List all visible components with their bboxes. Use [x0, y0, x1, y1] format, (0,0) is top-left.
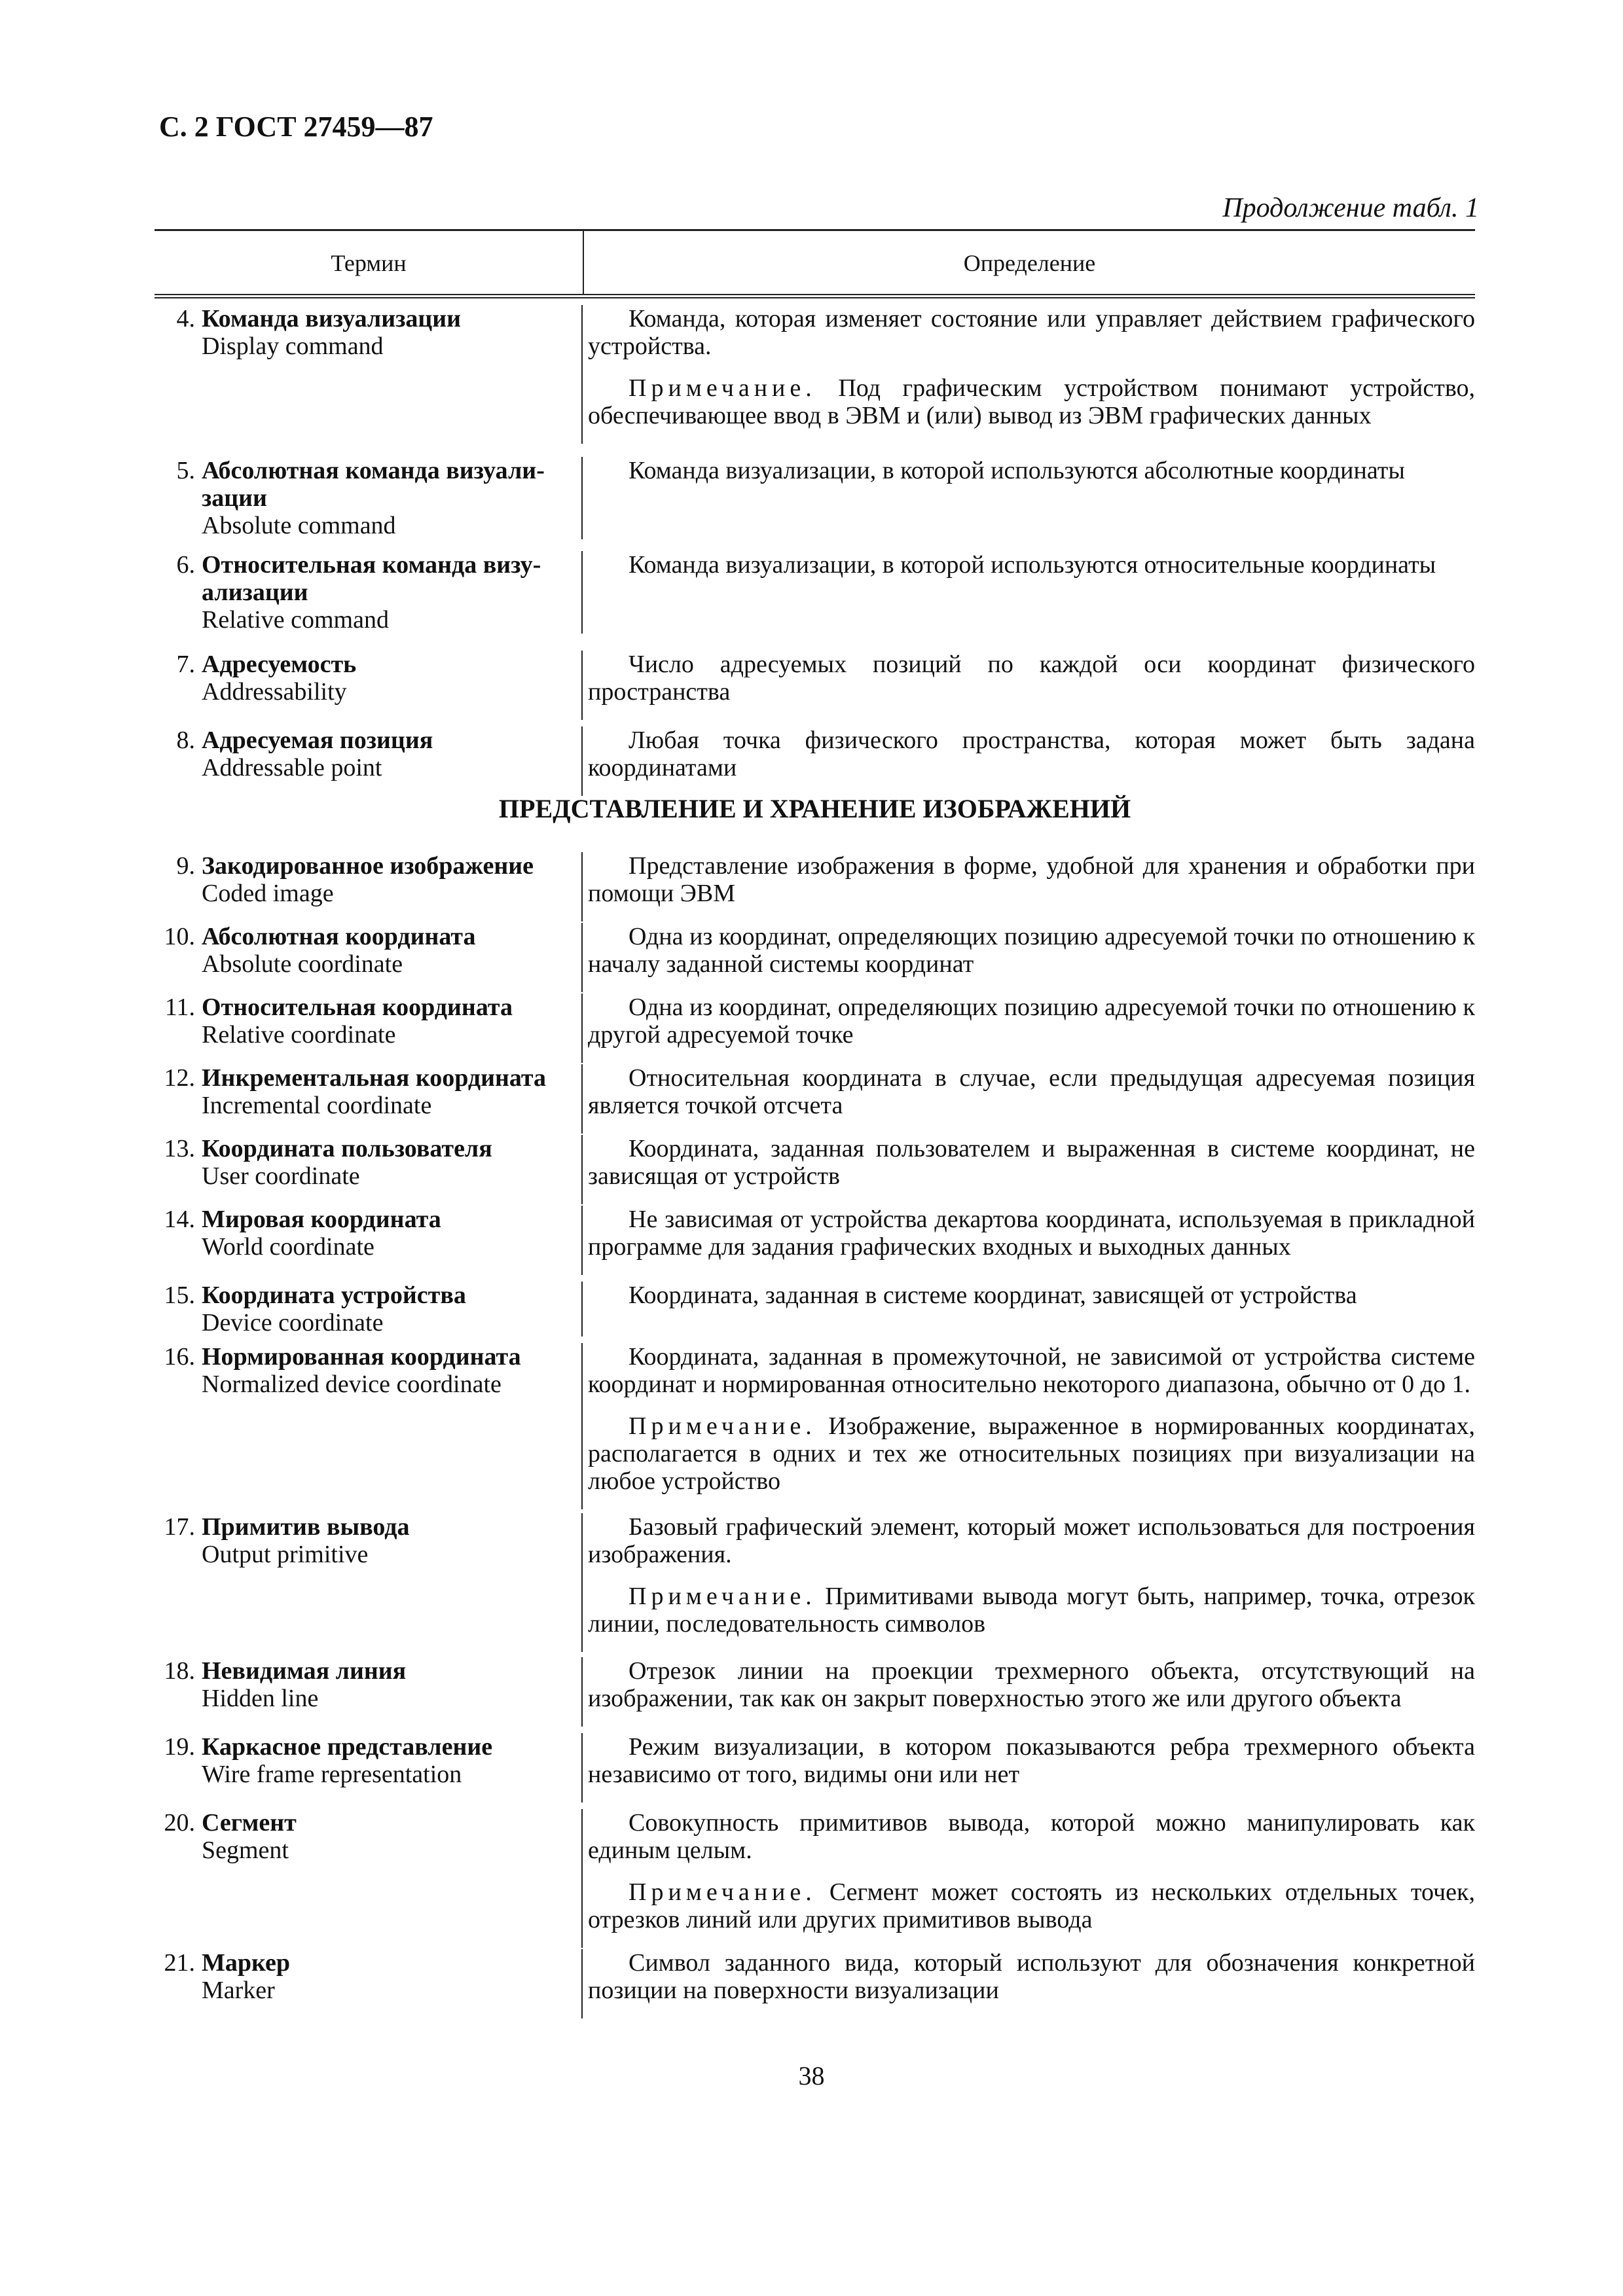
table-row: [155, 298, 1475, 444]
definition-text: Базовый графический элемент, который может использоваться для построения изображения.: [588, 1513, 1475, 1568]
definition-text: Координата, заданная пользователем и выраженная в системе координат, не зависящая от устройств: [588, 1135, 1475, 1190]
term-number: 15.: [164, 1282, 195, 1309]
term-russian: Закодированное изображение: [202, 852, 534, 880]
table-row: [155, 539, 1475, 634]
note-text: Сегмент может состоять из нескольких отдельных точек, отрезков линий или других примитивов вывода: [588, 1878, 1475, 1933]
note-text: Примитивами вывода могут быть, например, точка, отрезок линии, последовательность символов: [588, 1583, 1475, 1638]
term-number: 9.: [176, 852, 195, 880]
table-row: [155, 1204, 1475, 1275]
table-row: [155, 992, 1475, 1063]
term-russian: Абсолютная команда визуали-: [202, 457, 545, 484]
term-cell: [155, 1733, 583, 1803]
term-cell: [155, 305, 583, 444]
table-row: [155, 851, 1475, 922]
table-row: [155, 1134, 1475, 1204]
definition-cell: [583, 1809, 1475, 1948]
term-english: Addressable point: [202, 754, 382, 781]
note-label: Примечание.: [629, 374, 816, 402]
definition-text: Одна из координат, определяющих позицию адресуемой точки по отношению к началу заданной системы координат: [588, 923, 1475, 978]
term-cell: [155, 923, 583, 992]
term-russian-continued: зации: [202, 484, 267, 512]
definition-text: Представление изображения в форме, удобной для хранения и обработки при помощи ЭВМ: [588, 852, 1475, 907]
definition-cell: [583, 305, 1475, 444]
definition-note: [588, 374, 1475, 429]
term-number: 12.: [164, 1064, 195, 1092]
term-cell: [155, 1513, 583, 1652]
term-number: 18.: [164, 1657, 195, 1685]
definition-cell: [583, 1135, 1475, 1204]
definition-cell: [583, 1733, 1475, 1803]
term-russian: Адресуемая позиция: [202, 726, 433, 754]
definition-text: Координата, заданная в системе координат, зависящей от устройства: [629, 1282, 1357, 1309]
table-header: [155, 229, 1475, 298]
definition-cell: [583, 1657, 1475, 1727]
note-text: Изображение, выраженное в нормированных координатах, располагается в одних и тех же относительных позициях при визуализации на любое устройство: [588, 1412, 1475, 1495]
table-continuation-label: Продолжение табл. 1: [1222, 193, 1479, 223]
column-header-definition: Определение: [963, 250, 1096, 276]
definition-text: Команда визуализации, в которой используются абсолютные координаты: [629, 457, 1405, 484]
term-russian: Сегмент: [202, 1809, 297, 1837]
term-number: 11.: [164, 994, 195, 1021]
term-english: Segment: [202, 1837, 289, 1864]
term-english: Normalized device coordinate: [202, 1371, 501, 1398]
term-cell: [155, 1809, 583, 1948]
term-number: 7.: [176, 651, 195, 678]
table-row: [155, 1063, 1475, 1134]
table-row: [155, 1652, 1475, 1727]
term-russian: Нормированная координата: [202, 1343, 521, 1371]
table-body-top: [155, 298, 1475, 796]
table-row: [155, 1948, 1475, 2018]
term-russian: Координата пользователя: [202, 1135, 492, 1162]
terms-table-bottom: [155, 851, 1475, 2018]
term-cell: [155, 1135, 583, 1204]
term-russian: Инкрементальная координата: [202, 1064, 547, 1092]
term-english: Device coordinate: [202, 1309, 384, 1336]
term-number: 14.: [164, 1206, 195, 1233]
term-number: 16.: [164, 1343, 195, 1371]
definition-note: [588, 1878, 1475, 1933]
definition-cell: [583, 923, 1475, 992]
table-row: [155, 1727, 1475, 1803]
table-row: [155, 1336, 1475, 1509]
table-row: [155, 922, 1475, 992]
term-cell: [155, 852, 583, 922]
table-row: [155, 1803, 1475, 1948]
term-russian: Маркер: [202, 1949, 290, 1977]
term-english: Display command: [202, 332, 384, 360]
term-russian-continued: ализации: [202, 579, 308, 606]
term-english: Coded image: [202, 880, 334, 907]
table-body-bottom: [155, 851, 1475, 2018]
term-cell: [155, 1343, 583, 1509]
table-row: [155, 720, 1475, 796]
term-russian: Координата устройства: [202, 1282, 466, 1309]
term-english: Incremental coordinate: [202, 1092, 432, 1119]
definition-cell: [583, 651, 1475, 720]
table-row: [155, 634, 1475, 720]
definition-text: Любая точка физического пространства, которая может быть задана координатами: [588, 726, 1475, 781]
page-number: 38: [798, 2061, 825, 2090]
section-heading: ПРЕДСТАВЛЕНИЕ И ХРАНЕНИЕ ИЗОБРАЖЕНИЙ: [498, 794, 1131, 823]
definition-text: Число адресуемых позиций по каждой оси координат физического пространства: [588, 651, 1475, 706]
definition-cell: [583, 1064, 1475, 1134]
terms-table-top: [155, 229, 1475, 796]
definition-cell: [583, 457, 1475, 539]
definition-text: Команда, которая изменяет состояние или управляет действием графического устройства.: [588, 305, 1475, 360]
note-text: Под графическим устройством понимают устройство, обеспечивающее ввод в ЭВМ и (или) вывод из ЭВМ графических данных: [588, 374, 1476, 429]
term-number: 21.: [164, 1949, 195, 1977]
term-number: 8.: [176, 726, 195, 754]
definition-cell: [583, 1206, 1475, 1275]
definition-cell: [583, 852, 1475, 922]
note-label: Примечание.: [629, 1412, 816, 1440]
term-english: Absolute coordinate: [202, 950, 403, 978]
definition-text: Относительная координата в случае, если предыдущая адресуемая позиция является точкой отсчета: [588, 1064, 1475, 1119]
term-english: Marker: [202, 1977, 275, 2004]
note-label: Примечание.: [629, 1878, 816, 1906]
term-cell: [155, 1206, 583, 1275]
column-header-term: Термин: [155, 231, 584, 294]
term-cell: [155, 551, 583, 634]
definition-text: Координата, заданная в промежуточной, не зависимой от устройства системе координат и нормированная относительно некоторого диапазона, обычно от 0 до 1.: [588, 1343, 1475, 1398]
note-label: Примечание.: [629, 1583, 816, 1610]
definition-text: Режим визуализации, в котором показываются ребра трехмерного объекта независимо от того, видимы они или нет: [588, 1733, 1475, 1788]
term-number: 10.: [164, 923, 195, 950]
term-russian: Относительная координата: [202, 994, 513, 1021]
term-english: Addressability: [202, 678, 347, 706]
definition-text: Совокупность примитивов вывода, которой можно манипулировать как единым целым.: [588, 1809, 1475, 1864]
term-number: 5.: [176, 457, 195, 484]
term-cell: [155, 726, 583, 796]
definition-text: Отрезок линии на проекции трехмерного объекта, отсутствующий на изображении, так как он закрыт поверхностью этого же или другого объекта: [588, 1657, 1475, 1712]
term-russian: Примитив вывода: [202, 1513, 410, 1541]
term-cell: [155, 1657, 583, 1727]
definition-text: Символ заданного вида, который используют для обозначения конкретной позиции на поверхности визуализации: [588, 1949, 1475, 2004]
page-header: С. 2 ГОСТ 27459—87: [159, 111, 433, 143]
term-russian: Адресуемость: [202, 651, 357, 678]
term-english: Hidden line: [202, 1685, 319, 1712]
definition-note: [588, 1583, 1475, 1638]
definition-text: Одна из координат, определяющих позицию адресуемой точки по отношению к другой адресуемой точке: [588, 994, 1475, 1049]
term-number: 19.: [164, 1733, 195, 1761]
term-cell: [155, 1282, 583, 1336]
term-english: User coordinate: [202, 1162, 360, 1190]
term-number: 13.: [164, 1135, 195, 1162]
term-number: 20.: [164, 1809, 195, 1837]
table-row: [155, 444, 1475, 539]
term-number: 4.: [176, 305, 195, 332]
definition-text: Не зависимая от устройства декартова координата, используемая в прикладной программе для задания графических входных и выходных данных: [588, 1206, 1475, 1261]
term-number: 17.: [164, 1513, 195, 1541]
definition-cell: [583, 1282, 1475, 1336]
term-english: Wire frame representation: [202, 1761, 462, 1788]
term-cell: [155, 994, 583, 1063]
definition-cell: [583, 726, 1475, 796]
term-english: Absolute command: [202, 512, 396, 539]
definition-cell: [583, 1513, 1475, 1652]
term-cell: [155, 457, 583, 539]
definition-cell: [583, 1343, 1475, 1509]
definition-text: Команда визуализации, в которой используются относительные координаты: [629, 551, 1436, 579]
table-row: [155, 1509, 1475, 1652]
term-russian: Абсолютная координата: [202, 923, 476, 950]
term-russian: Мировая координата: [202, 1206, 441, 1233]
definition-cell: [583, 1949, 1475, 2018]
term-english: World coordinate: [202, 1233, 374, 1261]
term-russian: Относительная команда визу-: [202, 551, 541, 579]
definition-cell: [583, 994, 1475, 1063]
term-english: Relative command: [202, 606, 389, 634]
term-cell: [155, 1949, 583, 2018]
definition-note: [588, 1412, 1475, 1495]
term-english: Relative coordinate: [202, 1021, 396, 1049]
term-russian: Команда визуализации: [202, 305, 462, 332]
term-number: 6.: [176, 551, 195, 579]
table-row: [155, 1275, 1475, 1336]
term-cell: [155, 1064, 583, 1134]
definition-cell: [583, 551, 1475, 634]
term-russian: Невидимая линия: [202, 1657, 407, 1685]
term-cell: [155, 651, 583, 720]
term-russian: Каркасное представление: [202, 1733, 493, 1761]
term-english: Output primitive: [202, 1541, 369, 1568]
